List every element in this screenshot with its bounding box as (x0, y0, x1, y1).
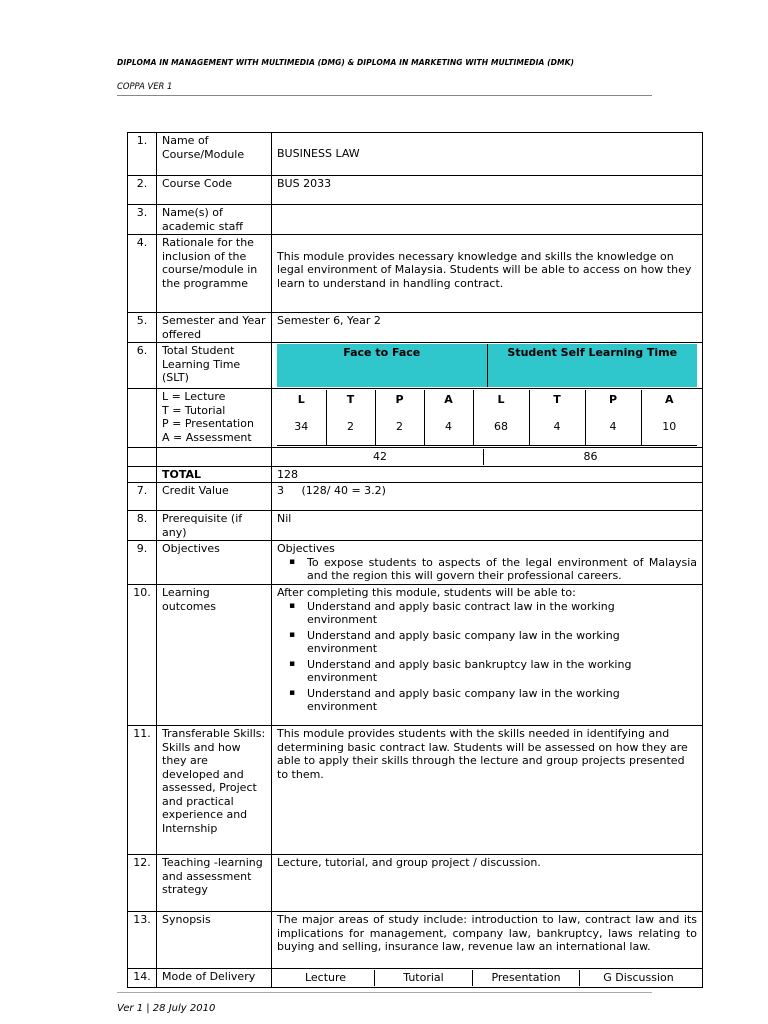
row-number: 14. (128, 969, 157, 988)
row-slt-totals (128, 448, 703, 467)
row-total (128, 466, 703, 483)
slt-value: 2 (396, 420, 403, 433)
row-label: Prerequisite (if any) (157, 511, 272, 541)
legend-lecture: L = Lecture (162, 390, 226, 403)
row-objectives (128, 541, 703, 585)
rationale-value: This module provides necessary knowledge and skills the knowledge on legal environment of Malaysia. Students will be able to access on how they learn to understand in handling contract. (272, 235, 703, 313)
row-credit-value (128, 483, 703, 511)
mode-lecture: Lecture (277, 970, 375, 986)
row-number: 11. (128, 726, 157, 855)
legend-assessment: A = Assessment (162, 430, 252, 444)
slt-value: 2 (347, 420, 354, 433)
row-number: 12. (128, 855, 157, 912)
row-mode-of-delivery (128, 969, 703, 988)
row-number: 6. (128, 343, 157, 389)
mode-presentation: Presentation (473, 970, 580, 986)
legend-tutorial: T = Tutorial (162, 403, 226, 417)
footer-version: Ver 1 | 28 July 2010 (117, 1003, 216, 1014)
total-label: TOTAL (157, 466, 272, 483)
row-slt-header (128, 343, 703, 389)
slt-col-header: A 10 (641, 390, 697, 446)
course-code-value: BUS 2033 (272, 176, 703, 205)
objectives-heading: Objectives (277, 542, 335, 555)
row-label: Semester and Year offered (157, 313, 272, 343)
slt-value: 4 (553, 420, 561, 433)
self-learning-header: Student Self Learning Time (487, 344, 697, 387)
course-name-value: BUSINESS LAW (272, 133, 703, 176)
objective-item: ▪ To expose students to aspects of the legal environment of Malaysia and the region this will govern their professional careers. (291, 556, 697, 583)
row-number: 3. (128, 205, 157, 235)
document-header-title: DIPLOMA IN MANAGEMENT WITH MULTIMEDIA (DMG) & DIPLOMA IN MARKETING WITH MULTIMEDIA (DMK) (117, 58, 575, 67)
document-version-label: COPPA VER 1 (117, 81, 173, 91)
face-to-face-header: Face to Face (277, 344, 487, 387)
row-course-code (128, 176, 703, 205)
row-label: Mode of Delivery (157, 969, 272, 988)
row-course-name (128, 133, 703, 176)
row-label: Course Code (157, 176, 272, 205)
row-prerequisite (128, 511, 703, 541)
row-number: 4. (128, 235, 157, 313)
row-label: Learning outcomes (157, 585, 272, 726)
row-transferable-skills (128, 726, 703, 855)
slt-col-header: A 4 (424, 390, 473, 446)
row-teaching-strategy (128, 855, 703, 912)
row-synopsis (128, 912, 703, 969)
row-label: Name of Course/Module (157, 133, 272, 176)
row-label: Rationale for the inclusion of the course/module in the programme (157, 235, 272, 313)
header-divider (117, 95, 652, 96)
outcome-item: ▪ Understand and apply basic company law in the working environment (291, 629, 637, 656)
row-number: 10. (128, 585, 157, 726)
slt-value: 4 (609, 420, 617, 433)
slt-value: 4 (445, 420, 452, 433)
row-number: 13. (128, 912, 157, 969)
prerequisite-value: Nil (272, 511, 703, 541)
slt-col-header: P 2 (375, 390, 424, 446)
row-label: Teaching -learning and assessment strategy (157, 855, 272, 912)
slt-value: 34 (294, 420, 309, 433)
transferable-skills-value: This module provides students with the skills needed in identifying and determining basic contract law. Students will be assessed on how they are able to apply their skills through the lecture and group projects presented to them. (272, 726, 703, 855)
synopsis-value: The major areas of study include: introduction to law, contract law and its implications for management, company law, bankruptcy, laws relating to buying and selling, insurance law, revenue law an international law. (272, 912, 703, 969)
outcome-item: ▪ Understand and apply basic company law in the working environment (291, 687, 637, 714)
row-number: 1. (128, 133, 157, 176)
row-learning-outcomes (128, 585, 703, 726)
slt-col-header: P 4 (585, 390, 641, 446)
semester-value: Semester 6, Year 2 (272, 313, 703, 343)
row-semester (128, 313, 703, 343)
mode-group-discussion: G Discussion (603, 971, 674, 984)
row-label: Credit Value (157, 483, 272, 511)
slt-value: 10 (662, 420, 677, 433)
face-to-face-total: 42 (277, 449, 484, 465)
teaching-strategy-value: Lecture, tutorial, and group project / discussion. (272, 855, 703, 912)
slt-col-header: L 34 (277, 390, 326, 446)
footer-divider (117, 992, 652, 993)
slt-col-header: L 68 (473, 390, 529, 446)
row-academic-staff (128, 205, 703, 235)
row-slt-breakdown (128, 389, 703, 448)
academic-staff-value (272, 205, 703, 235)
outcomes-intro: After completing this module, students will be able to: (277, 586, 576, 599)
row-number: 2. (128, 176, 157, 205)
row-label: Objectives (157, 541, 272, 585)
row-number: 5. (128, 313, 157, 343)
outcome-item: ▪ Understand and apply basic bankruptcy law in the working environment (291, 658, 637, 685)
row-label: Transferable Skills: Skills and how they are developed and assessed, Project and practical experience and Internship (157, 726, 272, 855)
slt-col-header: T 4 (529, 390, 585, 446)
row-number: 8. (128, 511, 157, 541)
row-number: 9. (128, 541, 157, 585)
credit-value: 3 (128/ 40 = 3.2) (272, 483, 703, 511)
mode-tutorial: Tutorial (375, 970, 473, 986)
self-learning-total: 86 (583, 450, 598, 463)
row-label: Total Student Learning Time (SLT) (157, 343, 272, 389)
slt-col-header: T 2 (326, 390, 375, 446)
slt-value: 68 (494, 420, 508, 433)
legend-presentation: P = Presentation (162, 417, 254, 430)
row-label: Name(s) of academic staff (157, 205, 272, 235)
row-number: 7. (128, 483, 157, 511)
row-rationale (128, 235, 703, 313)
row-label: Synopsis (157, 912, 272, 969)
slt-legend (157, 389, 272, 448)
outcome-item: ▪ Understand and apply basic contract law in the working environment (291, 600, 637, 627)
total-value: 128 (272, 466, 703, 483)
course-info-table (127, 132, 703, 988)
